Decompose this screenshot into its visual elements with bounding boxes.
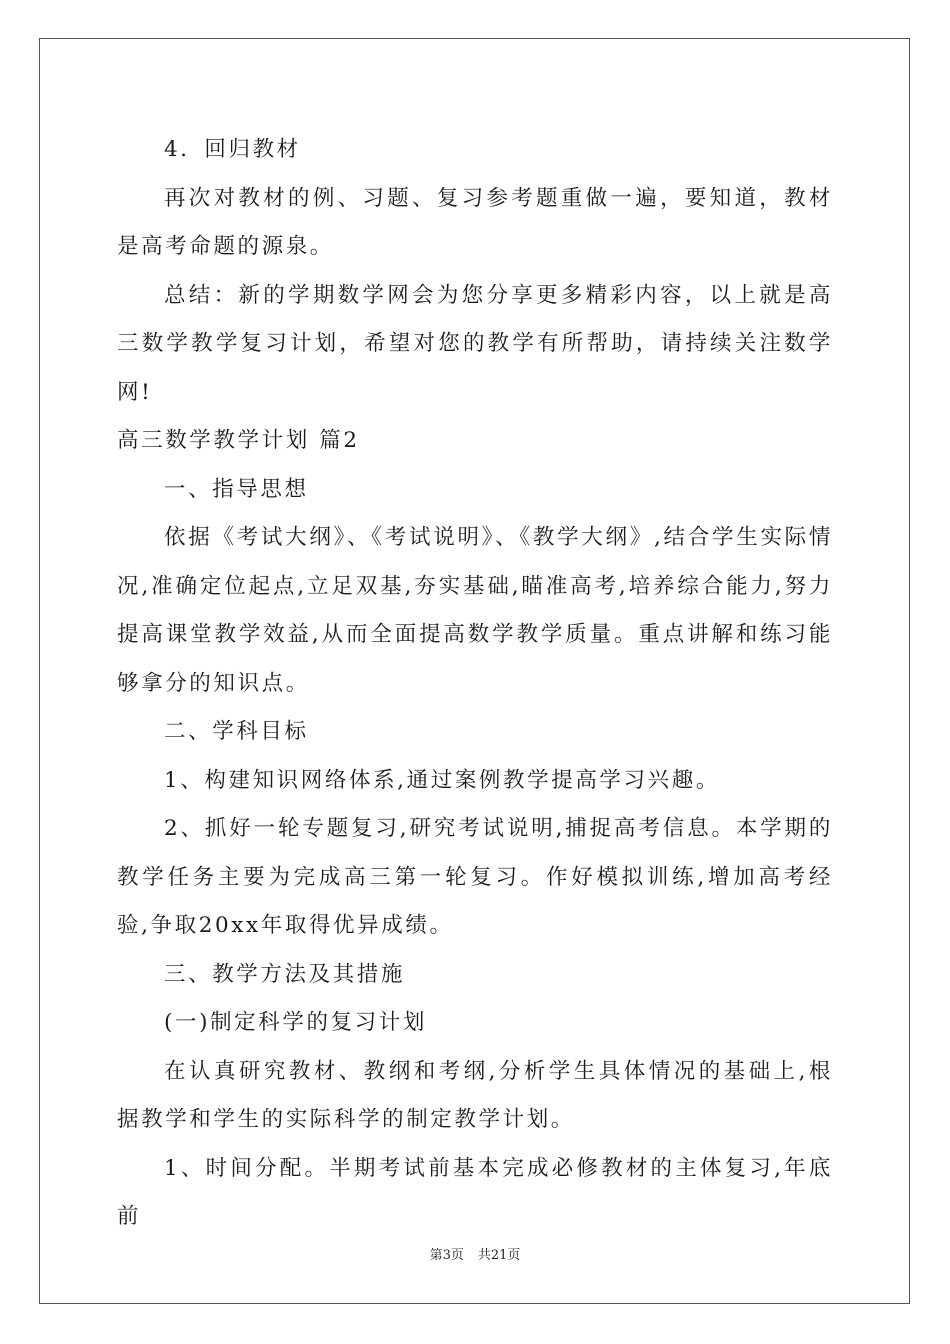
paragraph: 在认真研究教材、教纲和考纲,分析学生具体情况的基础上,根据教学和学生的实际科学的制定教学计划。 (117, 1058, 833, 1132)
paragraph: (一)制定科学的复习计划 (164, 1010, 427, 1035)
page-total: 共21页 (477, 1248, 521, 1263)
document-body (117, 126, 833, 1242)
paragraph: 二、学科目标 (164, 719, 309, 744)
paragraph: 4．回归教材 (164, 137, 301, 162)
page-footer (0, 1247, 950, 1265)
paragraph: 依据《考试大纲》、《考试说明》、《教学大纲》,结合学生实际情况,准确定位起点,立足双基,夯实基础,瞄准高考,培养综合能力,努力提高课堂教学效益,从而全面提高数学教学质量。重点讲解和练习能够拿分的知识点。 (117, 525, 833, 696)
paragraph: 总结：新的学期数学网会为您分享更多精彩内容，以上就是高三数学教学复习计划，希望对您的教学有所帮助，请持续关注数学网! (117, 282, 833, 405)
paragraph: 2、抓好一轮专题复习,研究考试说明,捕捉高考信息。本学期的教学任务主要为完成高三第一轮复习。作好模拟训练,增加高考经验,争取20xx年取得优异成绩。 (117, 816, 833, 938)
paragraph: 1、构建知识网络体系,通过案例教学提高学习兴趣。 (164, 767, 720, 793)
paragraph: 1、时间分配。半期考试前基本完成必修教材的主体复习,年底前 (117, 1155, 833, 1229)
section-heading: 高三数学教学计划 篇2 (117, 428, 360, 453)
paragraph: 再次对教材的例、习题、复习参考题重做一遍，要知道，教材是高考命题的源泉。 (117, 185, 833, 259)
page-number: 第3页 (429, 1248, 464, 1263)
paragraph: 一、指导思想 (164, 476, 309, 502)
paragraph: 三、教学方法及其措施 (164, 961, 406, 987)
